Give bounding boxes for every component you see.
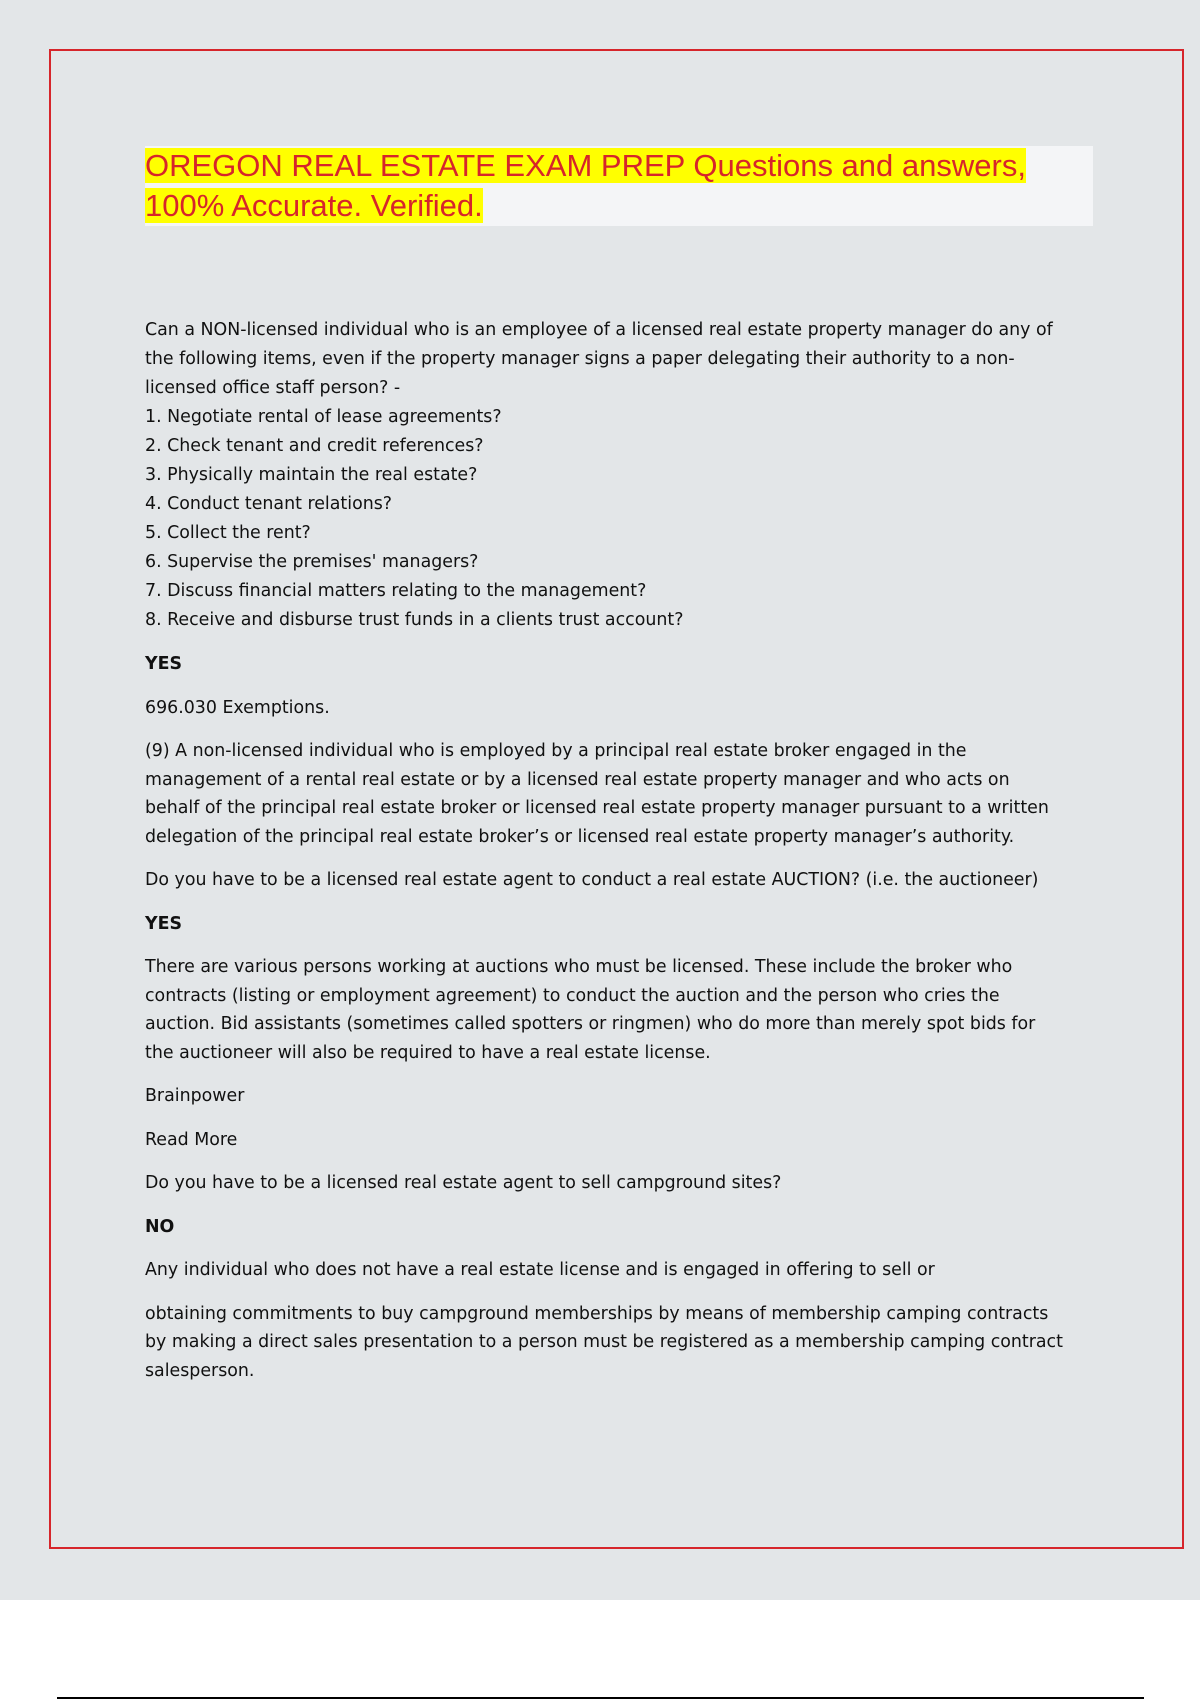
- question-3: [145, 1169, 1090, 1385]
- explanation-3-first-line: Any individual who does not have a real estate license and is engaged in offering to sell or: [145, 1260, 935, 1280]
- title-line-1: OREGON REAL ESTATE EXAM PREP Questions and answers,: [145, 148, 1026, 183]
- explanation-line: behalf of the principal real estate broker or licensed real estate property manager pursuant to a written: [145, 798, 1049, 818]
- list-item: 6. Supervise the premises' managers?: [145, 552, 479, 572]
- question-3-text: Do you have to be a licensed real estate agent to sell campground sites?: [145, 1173, 782, 1193]
- explanation-line: by making a direct sales presentation to a person must be registered as a membership camping contract: [145, 1332, 1063, 1352]
- explanation-line: There are various persons working at auctions who must be licensed. These include the broker who: [145, 957, 1013, 977]
- question-1-text: [145, 316, 1090, 635]
- explanation-line: salesperson.: [145, 1360, 255, 1381]
- list-item: 7. Discuss financial matters relating to the management?: [145, 581, 647, 601]
- document-title: [145, 146, 1093, 226]
- list-item: 5. Collect the rent?: [145, 523, 311, 543]
- question-line: Can a NON-licensed individual who is an employee of a licensed real estate property manager do any of: [145, 320, 1053, 340]
- explanation-2: [145, 953, 1090, 1067]
- title-block: [145, 146, 1093, 226]
- footer-divider: [57, 1697, 1144, 1699]
- read-more-label: Read More: [145, 1129, 238, 1150]
- explanation-line: the auctioneer will also be required to have a real estate license.: [145, 1042, 711, 1063]
- explanation-line: (9) A non-licensed individual who is employed by a principal real estate broker engaged in the: [145, 741, 967, 761]
- explanation-1: [145, 737, 1090, 851]
- title-line-2: 100% Accurate. Verified.: [145, 188, 483, 223]
- answer-1: YES: [145, 654, 182, 674]
- brainpower-label: Brainpower: [145, 1086, 245, 1106]
- explanation-line: delegation of the principal real estate broker’s or licensed real estate property manager’s authority.: [145, 826, 1015, 847]
- document-body: [145, 316, 1090, 1385]
- answer-3: NO: [145, 1216, 175, 1237]
- list-item: 1. Negotiate rental of lease agreements?: [145, 407, 502, 427]
- question-line: the following items, even if the property manager signs a paper delegating their authority to a non-: [145, 349, 1015, 369]
- list-item: 4. Conduct tenant relations?: [145, 494, 393, 514]
- question-1: [145, 316, 1090, 851]
- question-2-text: Do you have to be a licensed real estate agent to conduct a real estate AUCTION? (i.e. the auctioneer): [145, 870, 1039, 890]
- list-item: 3. Physically maintain the real estate?: [145, 465, 478, 485]
- question-2: [145, 866, 1090, 1067]
- explanation-line: obtaining commitments to buy campground memberships by means of membership camping contracts: [145, 1303, 1049, 1324]
- explanation-line: contracts (listing or employment agreement) to conduct the auction and the person who cries the: [145, 985, 1000, 1006]
- explanation-line: management of a rental real estate or by a licensed real estate property manager and who acts on: [145, 769, 1010, 790]
- explanation-line: auction. Bid assistants (sometimes called spotters or ringmen) who do more than merely spot bids for: [145, 1014, 1036, 1034]
- answer-2: YES: [145, 913, 182, 934]
- explanation-3: [145, 1300, 1090, 1386]
- question-line: licensed office staff person? -: [145, 378, 401, 398]
- reference-1: 696.030 Exemptions.: [145, 697, 330, 718]
- list-item: 2. Check tenant and credit references?: [145, 436, 484, 456]
- list-item: 8. Receive and disburse trust funds in a clients trust account?: [145, 610, 684, 630]
